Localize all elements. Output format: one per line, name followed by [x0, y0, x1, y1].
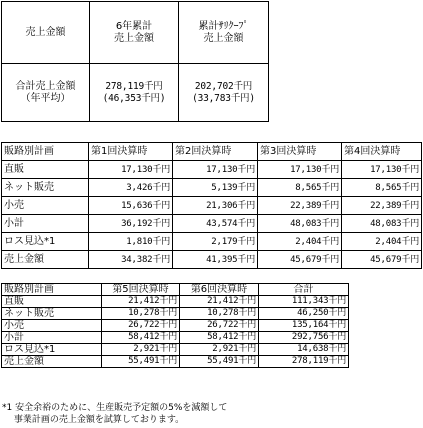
cell-value: 1,810千円: [89, 233, 173, 251]
table-row: [2, 356, 349, 368]
cell-value: 55,491千円: [180, 356, 259, 368]
row-label: ネット販売: [2, 308, 102, 320]
cell-value: 17,130千円: [89, 161, 173, 179]
table-row: [2, 215, 422, 233]
header-cell: 第5回決算時: [102, 284, 180, 296]
cell-value: 41,395千円: [173, 251, 258, 269]
row-label: ロス見込*1: [2, 344, 102, 356]
cell-value: 17,130千円: [342, 161, 422, 179]
row-label: 売上金額: [2, 356, 102, 368]
cell-value: 8,565千円: [342, 179, 422, 197]
header-cell: 合計: [259, 284, 349, 296]
cell-value: 111,343千円: [259, 296, 349, 308]
cell-value: 45,679千円: [258, 251, 342, 269]
cell-value: 15,636千円: [89, 197, 173, 215]
summary-col2-value: 202,702千円 (33,783千円): [179, 64, 269, 122]
cell-value: 34,382千円: [89, 251, 173, 269]
header-cell: 販路別計画: [2, 143, 89, 161]
table-row: [2, 344, 349, 356]
row-label: 小売: [2, 320, 102, 332]
cell-value: 22,389千円: [258, 197, 342, 215]
summary-col1-header: 6年累計 売上金額: [90, 2, 179, 64]
cell-value: 2,921千円: [102, 344, 180, 356]
header-cell: 第2回決算時: [173, 143, 258, 161]
cell-value: 2,921千円: [180, 344, 259, 356]
table-row: [2, 233, 422, 251]
cell-value: 58,412千円: [102, 332, 180, 344]
row-label: 小計: [2, 332, 102, 344]
sales-plan-table-1: [1, 142, 422, 269]
cell-value: 21,306千円: [173, 197, 258, 215]
cell-value: 2,404千円: [258, 233, 342, 251]
table-row: [2, 251, 422, 269]
header-cell: 第6回決算時: [180, 284, 259, 296]
table-row: [2, 308, 349, 320]
summary-col2-header: 累計ｻﾘｸｰﾌﾟ 売上金額: [179, 2, 269, 64]
cell-value: 22,389千円: [342, 197, 422, 215]
row-label: 直販: [2, 296, 102, 308]
cell-value: 46,250千円: [259, 308, 349, 320]
summary-table: [1, 1, 269, 122]
cell-value: 3,426千円: [89, 179, 173, 197]
cell-value: 278,119千円: [259, 356, 349, 368]
row-label: 小計: [2, 215, 89, 233]
footnote: *1 安全余裕のために、生産販売予定額の5%を減額して 事業計画の売上金額を試算しております。: [2, 403, 228, 425]
row-label: 小売: [2, 197, 89, 215]
table-row: [2, 332, 349, 344]
cell-value: 17,130千円: [258, 161, 342, 179]
cell-value: 48,083千円: [258, 215, 342, 233]
cell-value: 135,164千円: [259, 320, 349, 332]
cell-value: 5,139千円: [173, 179, 258, 197]
row-label: 直販: [2, 161, 89, 179]
header-cell: 第1回決算時: [89, 143, 173, 161]
cell-value: 8,565千円: [258, 179, 342, 197]
cell-value: 36,192千円: [89, 215, 173, 233]
cell-value: 292,756千円: [259, 332, 349, 344]
header-cell: 第4回決算時: [342, 143, 422, 161]
row-label: ロス見込*1: [2, 233, 89, 251]
cell-value: 55,491千円: [102, 356, 180, 368]
cell-value: 2,179千円: [173, 233, 258, 251]
cell-value: 10,278千円: [180, 308, 259, 320]
table-header-row: [2, 284, 349, 296]
cell-value: 17,130千円: [173, 161, 258, 179]
table-row: [2, 197, 422, 215]
summary-row-label: 合計売上金額 （年平均）: [2, 64, 90, 122]
table-row: [2, 179, 422, 197]
cell-value: 43,574千円: [173, 215, 258, 233]
row-label: 売上金額: [2, 251, 89, 269]
sales-plan-table-2: [1, 283, 349, 368]
cell-value: 10,278千円: [102, 308, 180, 320]
summary-header-label: 売上金額: [2, 2, 90, 64]
cell-value: 26,722千円: [180, 320, 259, 332]
cell-value: 21,412千円: [102, 296, 180, 308]
cell-value: 48,083千円: [342, 215, 422, 233]
table-row: [2, 296, 349, 308]
row-label: ネット販売: [2, 179, 89, 197]
table-header-row: [2, 143, 422, 161]
cell-value: 58,412千円: [180, 332, 259, 344]
header-cell: 第3回決算時: [258, 143, 342, 161]
cell-value: 14,638千円: [259, 344, 349, 356]
table-row: [2, 161, 422, 179]
cell-value: 2,404千円: [342, 233, 422, 251]
cell-value: 26,722千円: [102, 320, 180, 332]
cell-value: 45,679千円: [342, 251, 422, 269]
summary-col1-value: 278,119千円 (46,353千円): [90, 64, 179, 122]
header-cell: 販路別計画: [2, 284, 102, 296]
cell-value: 21,412千円: [180, 296, 259, 308]
table-row: [2, 320, 349, 332]
